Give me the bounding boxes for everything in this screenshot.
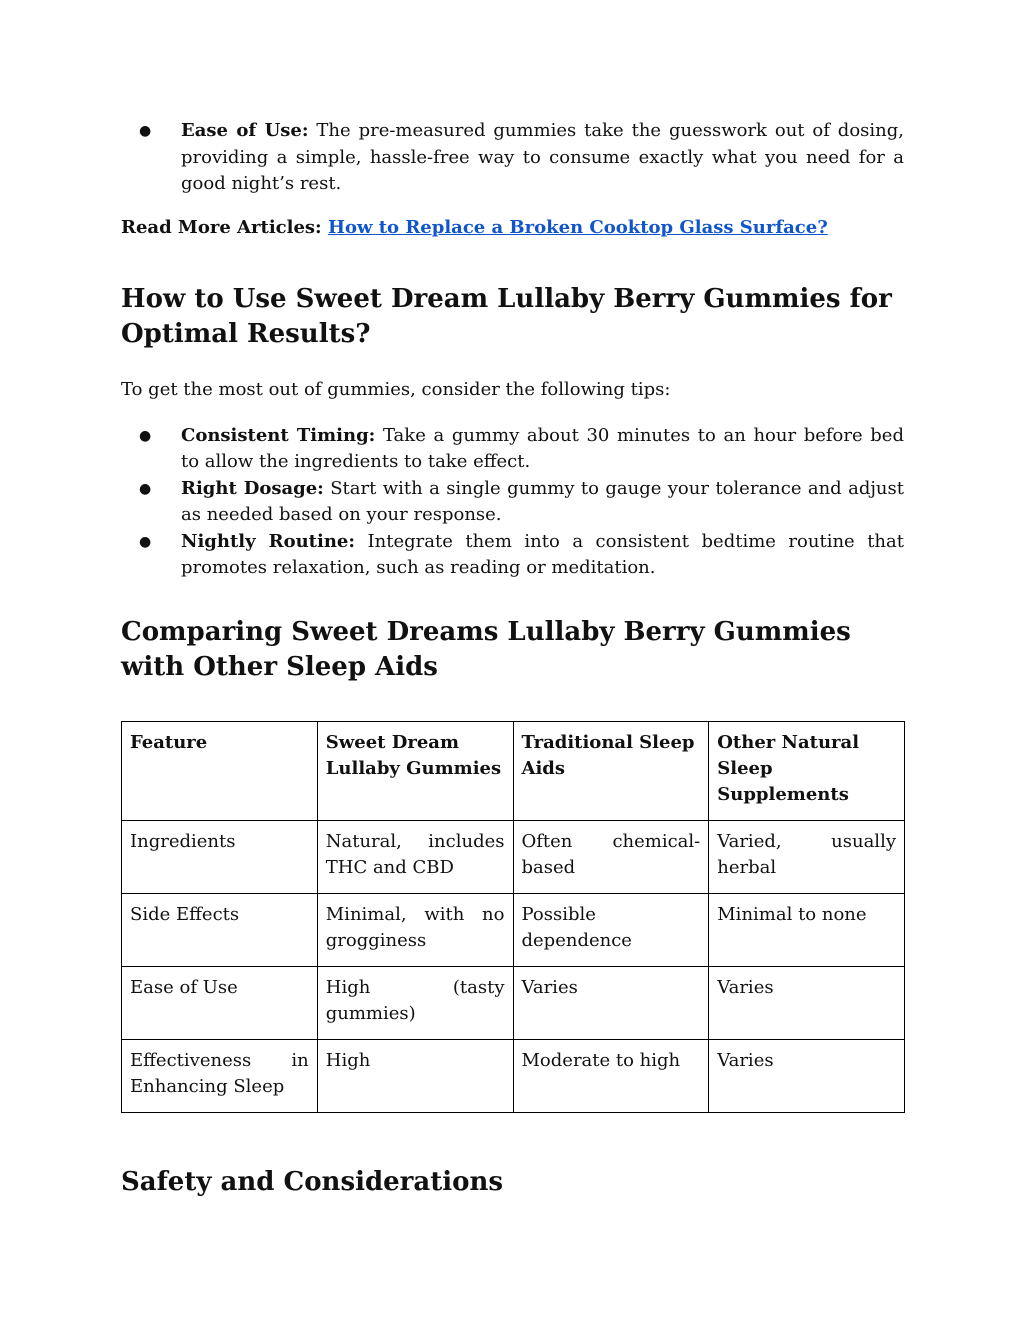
list-item <box>121 423 904 476</box>
read-more <box>121 215 904 241</box>
read-more-link[interactable]: How to Replace a Broken Cooktop Glass Surface? <box>327 216 828 238</box>
table-cell: Effectiveness in Enhancing Sleep <box>122 1039 318 1112</box>
table-header-cell: Feature <box>122 721 318 820</box>
bullet-term: Consistent Timing: <box>181 424 376 446</box>
bullet-text: The pre-measured gummies take the guesswork out of dosing, providing a simple, hassle-free way to consume exactly what you need for a good night’s rest. <box>181 120 904 194</box>
table-header-row <box>122 721 905 820</box>
section-heading-comparing: Comparing Sweet Dreams Lullaby Berry Gummies with Other Sleep Aids <box>121 616 851 682</box>
bullet-text: Take a gummy about 30 minutes to an hour before bed to allow the ingredients to take effect. <box>181 424 904 472</box>
table-row <box>122 893 905 966</box>
read-more-label: Read More Articles: <box>121 216 328 238</box>
table-row <box>122 820 905 893</box>
table-header-cell: Sweet Dream Lullaby Gummies <box>317 721 513 820</box>
table-cell: High (tasty gummies) <box>317 966 513 1039</box>
table-cell: Minimal to none <box>709 893 905 966</box>
tips-bullet-list <box>121 423 904 582</box>
table-cell: Possible dependence <box>513 893 709 966</box>
table-cell: Varies <box>513 966 709 1039</box>
table-header-cell: Traditional Sleep Aids <box>513 721 709 820</box>
table-cell: Varies <box>709 966 905 1039</box>
table-cell: Ingredients <box>122 820 318 893</box>
document-page <box>121 118 904 1200</box>
bullet-icon: ● <box>139 123 152 139</box>
table-cell: Varied, usually herbal <box>709 820 905 893</box>
table-row <box>122 966 905 1039</box>
bullet-icon: ● <box>139 533 152 550</box>
list-item <box>121 118 904 198</box>
bullet-text: Start with a single gummy to gauge your tolerance and adjust as needed based on your response. <box>181 477 904 525</box>
section-heading-how-to-use: How to Use Sweet Dream Lullaby Berry Gummies for Optimal Results? <box>121 283 892 349</box>
bullet-icon: ● <box>139 427 152 444</box>
table-cell: Natural, includes THC and CBD <box>317 820 513 893</box>
list-item <box>121 476 904 529</box>
section-intro: To get the most out of gummies, consider the following tips: <box>121 378 671 400</box>
table-cell: Ease of Use <box>122 966 318 1039</box>
table-cell: High <box>317 1039 513 1112</box>
table-cell: Often chemical-based <box>513 820 709 893</box>
bullet-term: Nightly Routine: <box>181 530 356 552</box>
table-cell: Minimal, with no grogginess <box>317 893 513 966</box>
top-bullet-list <box>121 118 904 198</box>
section-heading-safety: Safety and Considerations <box>121 1166 503 1197</box>
bullet-term: Ease of Use: <box>181 120 309 141</box>
table-header-cell: Other Natural Sleep Supplements <box>709 721 905 820</box>
table-cell: Moderate to high <box>513 1039 709 1112</box>
bullet-icon: ● <box>139 480 152 497</box>
bullet-term: Right Dosage: <box>181 477 324 499</box>
list-item <box>121 529 904 582</box>
table-row <box>122 1039 905 1112</box>
table-cell: Varies <box>709 1039 905 1112</box>
comparison-table <box>121 721 905 1113</box>
table-cell: Side Effects <box>122 893 318 966</box>
bullet-text: Integrate them into a consistent bedtime routine that promotes relaxation, such as reading or meditation. <box>181 530 904 578</box>
